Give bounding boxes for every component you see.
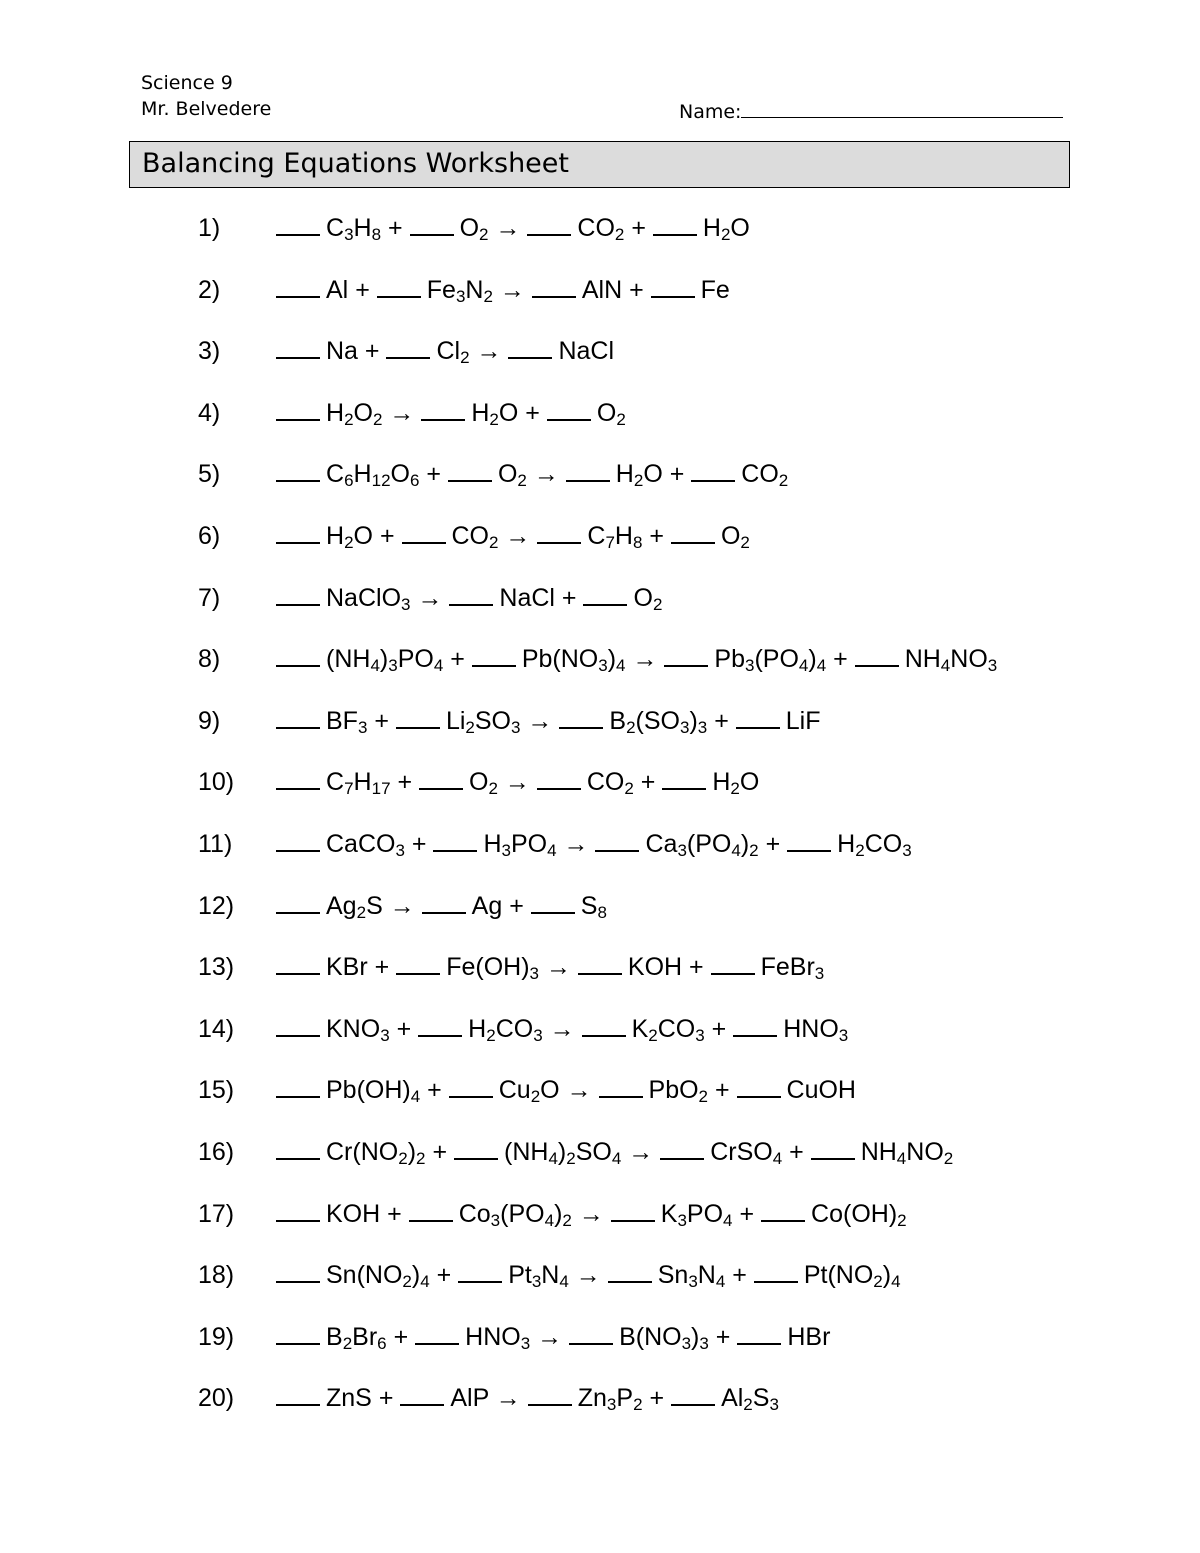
equation: KBr + $Fe(OH)_3$ → KOH + FeBr$_3$ <box>276 953 824 982</box>
equation: CaCO$_3$ + $H_3PO_4 \to Ca_3(PO_4)_2 + H_2CO_3$ <box>276 830 912 859</box>
problem-number: 18) <box>198 1261 235 1290</box>
formula: $H_3PO_4$ <box>483 829 557 860</box>
coefficient-blank[interactable] <box>547 399 591 421</box>
formula: $Co(OH)_2$ <box>811 1199 907 1230</box>
coefficient-blank[interactable] <box>691 460 735 482</box>
problem-number: 13) <box>198 953 235 982</box>
equation: $KNO_3 + H_2CO_3 \to K_2CO_3 + HNO_3$ <box>276 1015 848 1044</box>
coefficient-blank[interactable] <box>787 830 831 852</box>
problem-number: 8) <box>198 645 221 674</box>
problem-row <box>0 1131 1200 1193</box>
equation: $C_3H_8 + O_2 \to CO_2 + H_2O$ <box>276 214 750 243</box>
coefficient-blank[interactable] <box>276 399 320 421</box>
equation: $Pb(OH)_4 + Cu_2O \to PbO_2$ + CuOH <box>276 1076 856 1105</box>
equation: $H_2O + CO_2 \to C_7H_8 + O_2$ <box>276 522 750 551</box>
coefficient-blank[interactable] <box>377 276 421 298</box>
coefficient-blank[interactable] <box>276 1384 320 1406</box>
coefficient-blank[interactable] <box>448 460 492 482</box>
coefficient-blank[interactable] <box>664 645 708 667</box>
coefficient-blank[interactable] <box>660 1138 704 1160</box>
problem-number: 17) <box>198 1199 235 1228</box>
formula: CrSO$_4$ <box>710 1137 783 1168</box>
coefficient-blank[interactable] <box>458 1261 502 1283</box>
coefficient-blank[interactable] <box>276 1138 320 1160</box>
problem-row <box>0 1069 1200 1131</box>
formula: PbO$_2$ <box>648 1076 709 1107</box>
coefficient-blank[interactable] <box>531 892 575 914</box>
coefficient-blank[interactable] <box>276 645 320 667</box>
formula: $H_2CO_3$ <box>468 1014 543 1045</box>
formula: KOH <box>326 1199 381 1228</box>
coefficient-blank[interactable] <box>671 1384 715 1406</box>
problem-number: 6) <box>198 521 221 550</box>
formula: $Ca_3(PO_4)_2$ <box>645 829 759 860</box>
coefficient-blank[interactable] <box>472 645 516 667</box>
coefficient-blank[interactable] <box>276 768 320 790</box>
formula: $B(NO_3)_3$ <box>619 1322 709 1353</box>
formula: Al <box>326 275 349 304</box>
coefficient-blank[interactable] <box>418 1015 462 1037</box>
equation: $Cr(NO_2)_2 + (NH_4)_2SO_4$ → CrSO$_4$ + $NH_4NO_2$ <box>276 1138 953 1167</box>
formula: $Fe(OH)_3$ <box>446 953 539 984</box>
coefficient-blank[interactable] <box>811 1138 855 1160</box>
formula: $(NH_4)_3PO_4$ <box>326 645 444 676</box>
formula: $Sn(NO_2)_4$ <box>326 1261 430 1292</box>
coefficient-blank[interactable] <box>733 1015 777 1037</box>
coefficient-blank[interactable] <box>396 707 440 729</box>
coefficient-blank[interactable] <box>276 1015 320 1037</box>
formula: $CO_2$ <box>741 460 789 491</box>
problem-number: 15) <box>198 1076 235 1105</box>
formula: $S_8$ <box>580 891 607 922</box>
coefficient-blank[interactable] <box>410 214 454 236</box>
coefficient-blank[interactable] <box>276 337 320 359</box>
coefficient-blank[interactable] <box>611 1200 655 1222</box>
formula: CuOH <box>786 1076 856 1105</box>
formula: $Fe_3N_2$ <box>426 275 493 306</box>
formula: $O_2$ <box>720 521 750 552</box>
course-label: Science 9 <box>141 72 233 94</box>
coefficient-blank[interactable] <box>433 830 477 852</box>
equation: $Sn(NO_2)_4 + Pt_3N_4 \to Sn_3N_4 + Pt(NO_2)_4$ <box>276 1261 901 1290</box>
coefficient-blank[interactable] <box>276 584 320 606</box>
formula: $H_2O$ <box>615 460 663 491</box>
coefficient-blank[interactable] <box>595 830 639 852</box>
name-label: Name: <box>679 101 742 123</box>
coefficient-blank[interactable] <box>559 707 603 729</box>
formula: $H_2O$ <box>702 214 750 244</box>
coefficient-blank[interactable] <box>582 1015 626 1037</box>
formula: Ag <box>471 891 503 920</box>
formula: KBr <box>326 953 368 982</box>
formula: $KNO_3$ <box>326 1014 390 1045</box>
coefficient-blank[interactable] <box>537 768 581 790</box>
formula: $C_3H_8$ <box>326 214 382 244</box>
problem-row <box>0 1254 1200 1316</box>
problem-number: 9) <box>198 706 221 735</box>
equation: $H_2O_2 \to H_2O + O_2$ <box>276 399 626 428</box>
teacher-label: Mr. Belvedere <box>141 98 272 120</box>
coefficient-blank[interactable] <box>276 460 320 482</box>
coefficient-blank[interactable] <box>653 214 697 236</box>
coefficient-blank[interactable] <box>855 645 899 667</box>
formula: $CO_2$ <box>451 521 499 552</box>
coefficient-blank[interactable] <box>671 522 715 544</box>
problem-number: 14) <box>198 1014 235 1043</box>
coefficient-blank[interactable] <box>566 460 610 482</box>
equation: $C_7H_{17} + O_2 \to CO_2 + H_2O$ <box>276 768 759 797</box>
coefficient-blank[interactable] <box>396 953 440 975</box>
title-box <box>129 141 1070 188</box>
formula: $HNO_3$ <box>465 1322 531 1353</box>
coefficient-blank[interactable] <box>651 276 695 298</box>
formula: Fe <box>700 275 730 304</box>
coefficient-blank[interactable] <box>276 1261 320 1283</box>
problem-row <box>0 1316 1200 1378</box>
coefficient-blank[interactable] <box>276 830 320 852</box>
coefficient-blank[interactable] <box>532 276 576 298</box>
formula: HBr <box>787 1322 831 1351</box>
formula: $Cr(NO_2)_2$ <box>326 1137 426 1168</box>
equation: $Al + Fe_3N_2$ → AlN + Fe <box>276 276 730 305</box>
problem-row <box>0 638 1200 700</box>
equation: $(NH_4)_3PO_4 + Pb(NO_3)_4 \to Pb_3(PO_4)_4 + NH_4NO_3$ <box>276 645 997 674</box>
formula: NaCl <box>499 583 555 612</box>
formula: AlN <box>581 275 623 304</box>
formula: $NH_4NO_2$ <box>860 1137 954 1168</box>
problem-row <box>0 577 1200 639</box>
coefficient-blank[interactable] <box>599 1076 643 1098</box>
problem-number: 4) <box>198 398 221 427</box>
coefficient-blank[interactable] <box>737 1323 781 1345</box>
coefficient-blank[interactable] <box>528 1384 572 1406</box>
coefficient-blank[interactable] <box>409 1200 453 1222</box>
coefficient-blank[interactable] <box>422 892 466 914</box>
coefficient-blank[interactable] <box>508 337 552 359</box>
problem-row <box>0 885 1200 947</box>
formula: $O_2$ <box>497 460 527 491</box>
problem-number: 10) <box>198 768 235 797</box>
formula: $Li_2SO_3$ <box>445 706 521 737</box>
problem-number: 7) <box>198 583 221 612</box>
coefficient-blank[interactable] <box>454 1138 498 1160</box>
problem-number: 12) <box>198 891 235 920</box>
formula: $Cu_2O$ <box>498 1076 560 1107</box>
formula: $BF_3$ <box>326 706 368 737</box>
formula: $K_2CO_3$ <box>631 1014 705 1045</box>
problem-number: 2) <box>198 275 221 304</box>
coefficient-blank[interactable] <box>419 768 463 790</box>
coefficient-blank[interactable] <box>402 522 446 544</box>
equation: KOH + $Co_3(PO_4)_2 \to K_3PO_4 + Co(OH)_2$ <box>276 1200 907 1229</box>
coefficient-blank[interactable] <box>761 1200 805 1222</box>
coefficient-blank[interactable] <box>421 399 465 421</box>
problem-row <box>0 761 1200 823</box>
formula: $CO_2$ <box>577 214 625 244</box>
formula: FeBr$_3$ <box>760 953 825 984</box>
formula: $Zn_3P_2$ <box>577 1384 643 1415</box>
formula: $H_2O$ <box>712 768 760 799</box>
formula: $Pt(NO_2)_4$ <box>803 1261 901 1292</box>
formula: $O_2$ <box>596 398 626 429</box>
formula: $O_2$ <box>469 768 498 799</box>
formula: $C_6H_{12}O_6$ <box>326 460 420 491</box>
coefficient-blank[interactable] <box>415 1323 459 1345</box>
formula: $Pb(OH)_4$ <box>326 1076 421 1107</box>
coefficient-blank[interactable] <box>662 768 706 790</box>
equation: $B_2Br_6 + HNO_3 \to B(NO_3)_3$ + HBr <box>276 1323 830 1352</box>
coefficient-blank[interactable] <box>449 1076 493 1098</box>
coefficient-blank[interactable] <box>276 522 320 544</box>
formula: $O_2$ <box>633 583 663 614</box>
problem-row <box>0 207 1200 269</box>
equation: $Ag_2S \to Ag + S_8$ <box>276 892 607 921</box>
coefficient-blank[interactable] <box>276 953 320 975</box>
coefficient-blank[interactable] <box>276 1200 320 1222</box>
formula: $H_2O$ <box>326 521 373 552</box>
formula: $Pt_3N_4$ <box>508 1261 569 1292</box>
coefficient-blank[interactable] <box>386 337 430 359</box>
formula: $NH_4NO_3$ <box>904 645 998 676</box>
coefficient-blank[interactable] <box>569 1323 613 1345</box>
formula: $HNO_3$ <box>783 1014 849 1045</box>
formula: $Sn_3N_4$ <box>657 1261 726 1292</box>
coefficient-blank[interactable] <box>276 892 320 914</box>
formula: $Al_2S_3$ <box>721 1384 779 1415</box>
problem-row <box>0 269 1200 331</box>
formula: ZnS <box>326 1384 372 1413</box>
formula: CaCO$_3$ <box>326 829 405 860</box>
problem-row <box>0 700 1200 762</box>
formula: $C_7H_8$ <box>587 521 643 552</box>
formula: NaCl <box>558 337 615 366</box>
name-line[interactable] <box>741 98 1063 118</box>
coefficient-blank[interactable] <box>754 1261 798 1283</box>
coefficient-blank[interactable] <box>276 707 320 729</box>
formula: $Cl_2$ <box>436 337 470 368</box>
coefficient-blank[interactable] <box>583 584 627 606</box>
coefficient-blank[interactable] <box>578 953 622 975</box>
formula: KOH <box>627 953 683 982</box>
coefficient-blank[interactable] <box>537 522 581 544</box>
coefficient-blank[interactable] <box>400 1384 444 1406</box>
problem-number: 20) <box>198 1384 235 1413</box>
formula: $H_2O$ <box>471 398 519 429</box>
problem-list <box>0 207 1200 1439</box>
problem-number: 19) <box>198 1322 235 1351</box>
formula: $CO_2$ <box>586 768 634 799</box>
formula: AlP <box>450 1384 489 1413</box>
coefficient-blank[interactable] <box>608 1261 652 1283</box>
coefficient-blank[interactable] <box>276 214 320 236</box>
coefficient-blank[interactable] <box>737 1076 781 1098</box>
formula: Na <box>326 337 358 366</box>
coefficient-blank[interactable] <box>736 707 780 729</box>
coefficient-blank[interactable] <box>276 276 320 298</box>
problem-row <box>0 392 1200 454</box>
problem-number: 11) <box>198 829 233 858</box>
equation: NaClO$_3$ → NaCl + $O_2$ <box>276 584 662 613</box>
name-field[interactable] <box>679 98 1063 123</box>
problem-number: 5) <box>198 460 221 489</box>
equation: ZnS + AlP → $Zn_3P_2 + Al_2S_3$ <box>276 1384 779 1413</box>
problem-row <box>0 823 1200 885</box>
problem-row <box>0 330 1200 392</box>
formula: $O_2$ <box>459 214 489 244</box>
coefficient-blank[interactable] <box>276 1076 320 1098</box>
problem-number: 3) <box>198 337 221 366</box>
problem-row <box>0 515 1200 577</box>
formula: $Co_3(PO_4)_2$ <box>458 1199 572 1230</box>
problem-row <box>0 1377 1200 1439</box>
problem-number: 16) <box>198 1137 235 1166</box>
problem-row <box>0 1193 1200 1255</box>
formula: $Pb_3(PO_4)_4$ <box>714 645 827 676</box>
problem-row <box>0 1008 1200 1070</box>
formula: $(NH_4)_2SO_4$ <box>504 1137 622 1168</box>
formula: $Pb(NO_3)_4$ <box>521 645 626 676</box>
problem-row <box>0 946 1200 1008</box>
page-title: Balancing Equations Worksheet <box>142 148 569 179</box>
formula: $H_2O_2$ <box>326 398 383 429</box>
coefficient-blank[interactable] <box>449 584 493 606</box>
coefficient-blank[interactable] <box>711 953 755 975</box>
formula: NaClO$_3$ <box>326 583 411 614</box>
equation: $Na + Cl_2$ → NaCl <box>276 337 614 366</box>
equation: $C_6H_{12}O_6 + O_2 \to H_2O + CO_2$ <box>276 460 788 489</box>
formula: $C_7H_{17}$ <box>326 768 391 799</box>
equation: $BF_3 + Li_2SO_3 \to B_2(SO_3)_3$ + LiF <box>276 707 821 736</box>
formula: $Ag_2S$ <box>326 891 383 922</box>
problem-number: 1) <box>198 214 221 242</box>
problem-row <box>0 453 1200 515</box>
formula: $B_2Br_6$ <box>326 1322 387 1353</box>
coefficient-blank[interactable] <box>276 1323 320 1345</box>
formula: LiF <box>785 706 821 735</box>
coefficient-blank[interactable] <box>527 214 571 236</box>
formula: $H_2CO_3$ <box>837 829 912 860</box>
formula: $B_2(SO_3)_3$ <box>609 706 708 737</box>
formula: $K_3PO_4$ <box>660 1199 733 1230</box>
